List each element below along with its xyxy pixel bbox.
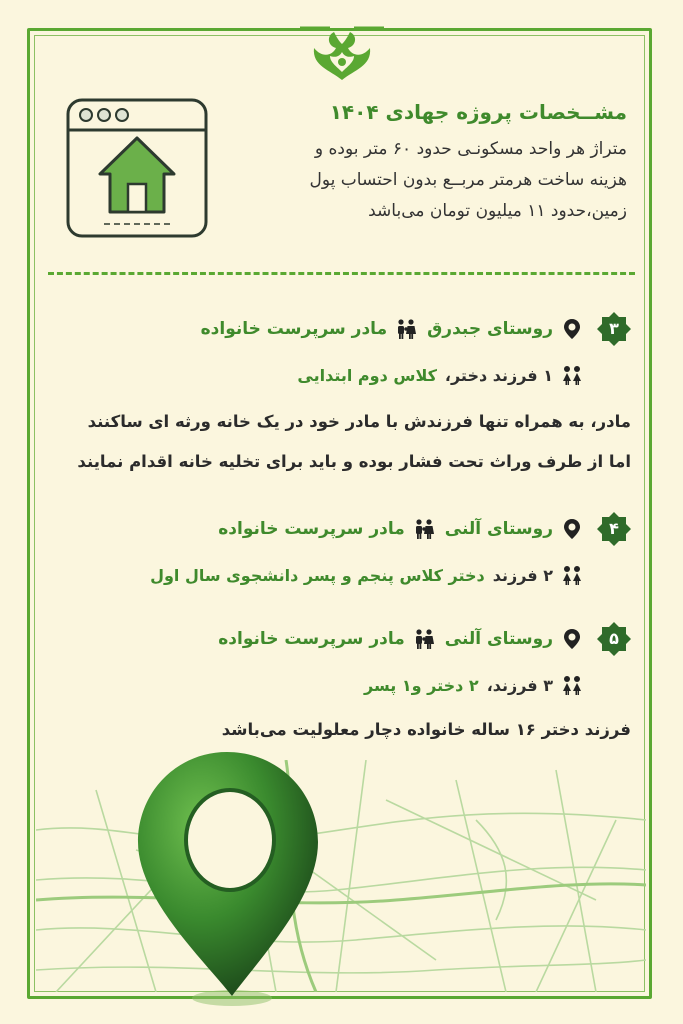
family-icon xyxy=(413,518,435,540)
family-entry xyxy=(40,514,631,590)
village-name: روستای آلنی xyxy=(444,519,553,539)
family-icon xyxy=(395,318,417,340)
entry-note-line-1: فرزند دختر ۱۶ ساله خانواده دچار معلولیت می‌باشد xyxy=(221,720,631,739)
spec-line-3: زمین،حدود ۱۱ میلیون تومان می‌باشد xyxy=(368,201,627,221)
children-count: ۱ فرزند دختر، xyxy=(444,365,553,385)
spec-title: مشــخصات پروژه جهادی ۱۴۰۴ xyxy=(329,100,627,124)
family-entry xyxy=(40,624,631,750)
children-detail: ۲ دختر و۱ پسر xyxy=(364,675,479,695)
family-icon xyxy=(413,628,435,650)
family-entry xyxy=(40,314,631,482)
entry-number-badge: ۵ xyxy=(597,622,631,656)
children-detail: دختر کلاس پنجم و پسر دانشجوی سال اول xyxy=(150,565,485,585)
spec-line-2: هزینه ساخت هرمتر مربــع بدون احتساب پول xyxy=(309,170,627,190)
children-icon xyxy=(561,564,583,586)
dashed-divider xyxy=(48,272,635,275)
family-status: مادر سرپرست خانواده xyxy=(218,629,405,649)
entry-note-line-1: مادر، به همراه تنها فرزندش با مادر خود در یک خانه ورثه ای ساکنند xyxy=(87,412,631,431)
ornament-icon xyxy=(300,18,384,86)
location-pin-icon xyxy=(561,628,583,650)
house-window-icon xyxy=(64,96,210,240)
children-count: ۲ فرزند xyxy=(492,565,553,585)
spec-line-1: متراژ هر واحد مسکونـی حدود ۶۰ متر بوده و xyxy=(314,139,627,159)
location-pin-icon xyxy=(561,318,583,340)
family-status: مادر سرپرست خانواده xyxy=(218,519,405,539)
location-pin-icon xyxy=(561,518,583,540)
children-icon xyxy=(561,674,583,696)
family-status: مادر سرپرست خانواده xyxy=(200,319,388,339)
entry-note-line-2: اما از طرف وراث تحت فشار بوده و باید برای تخلیه خانه اقدام نمایند xyxy=(77,452,631,471)
location-pin-icon xyxy=(132,748,322,1010)
village-name: روستای آلنی xyxy=(444,629,553,649)
children-detail: کلاس دوم ابتدایی xyxy=(297,365,437,385)
village-name: روستای جبدرق xyxy=(427,319,553,339)
entry-number-badge: ۳ xyxy=(597,312,631,346)
entry-number-badge: ۴ xyxy=(597,512,631,546)
children-count: ۳ فرزند، xyxy=(486,675,553,695)
map-illustration xyxy=(36,760,646,992)
project-spec xyxy=(207,100,627,227)
children-icon xyxy=(561,364,583,386)
